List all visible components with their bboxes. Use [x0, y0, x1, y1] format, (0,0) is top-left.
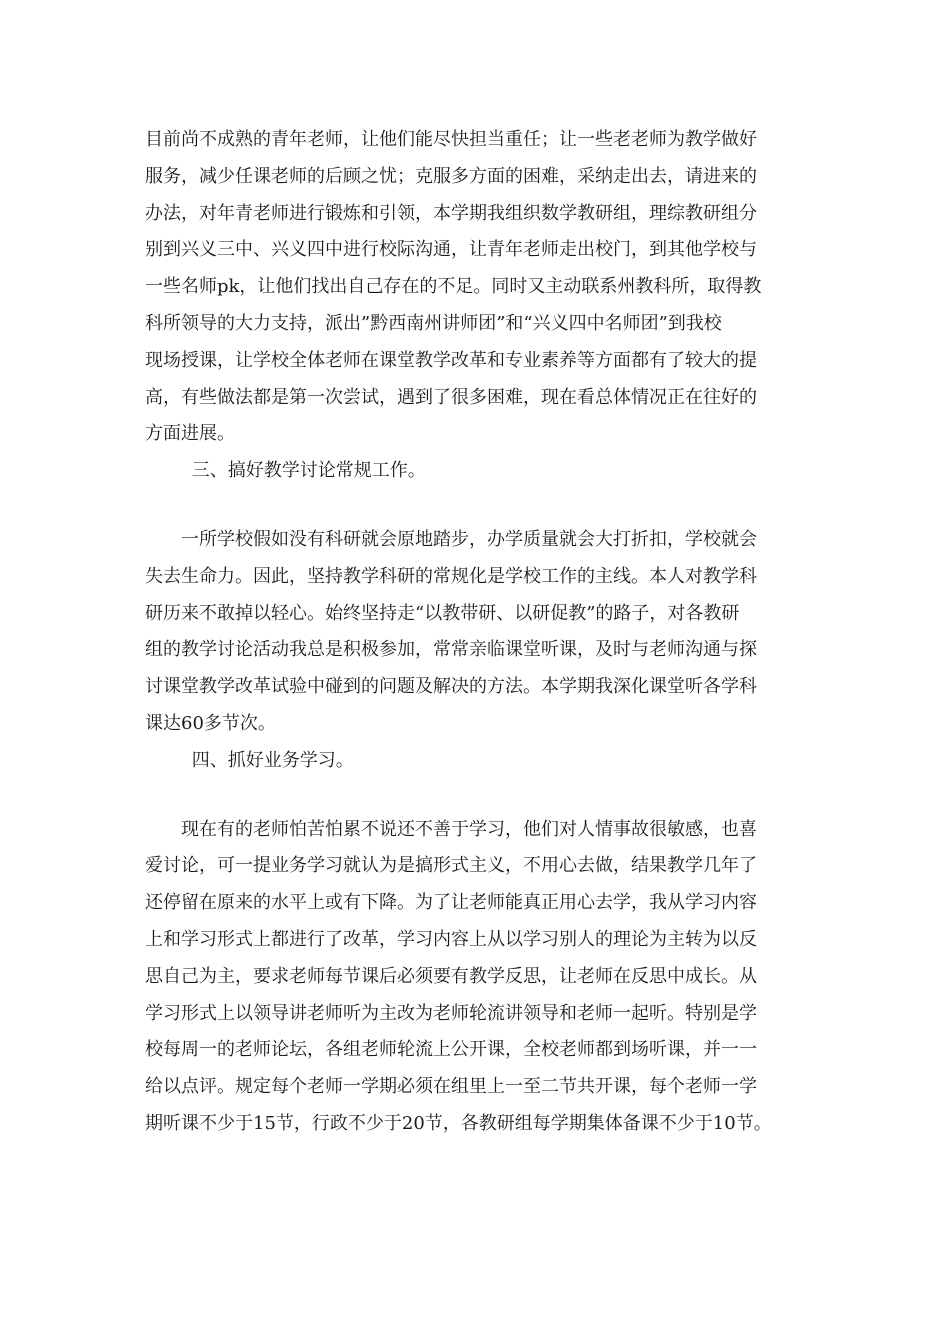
text-line: 一所学校假如没有科研就会原地踏步，办学质量就会大打折扣，学校就会 — [181, 528, 757, 550]
text-line: 还停留在原来的水平上或有下降。为了让老师能真正用心去学，我从学习内容 — [145, 892, 757, 914]
section-heading-3: 三、搞好教学讨论常规工作。 — [191, 460, 426, 482]
text-line: 校每周一的老师论坛，各组老师轮流上公开课，全校老师都到场听课，并一一 — [145, 1039, 757, 1061]
paragraph-continuation — [145, 122, 811, 453]
text-line: 方面进展。 — [145, 423, 235, 445]
text-line: 上和学习形式上都进行了改革，学习内容上从以学习别人的理论为主转为以反 — [145, 928, 757, 950]
text-line: 思自己为主，要求老师每节课后必须要有教学反思，让老师在反思中成长。从 — [145, 965, 757, 987]
text-line: 组的教学讨论活动我总是积极参加，常常亲临课堂听课，及时与老师沟通与探 — [145, 639, 757, 661]
text-line: 课达60多节次。 — [145, 712, 276, 734]
section-heading-4: 四、抓好业务学习。 — [191, 749, 354, 771]
text-line: 现在有的老师怕苦怕累不说还不善于学习，他们对人情事故很敏感，也喜 — [181, 818, 757, 840]
text-line: 服务，减少任课老师的后顾之忧；克服多方面的困难，采纳走出去，请进来的 — [145, 165, 757, 187]
paragraph-business-study — [145, 812, 811, 1143]
document-page — [145, 122, 811, 1143]
text-line: 期听课不少于15节，行政不少于20节，各教研组每学期集体备课不少于10节。 — [145, 1112, 772, 1134]
text-line: 一些名师pk，让他们找出自己存在的不足。同时又主动联系州教科所，取得教 — [145, 276, 762, 298]
text-line: 失去生命力。因此，坚持教学科研的常规化是学校工作的主线。本人对教学科 — [145, 565, 757, 587]
text-line: 研历来不敢掉以轻心。始终坚持走“以教带研、以研促教”的路子，对各教研 — [145, 602, 740, 624]
text-line: 学习形式上以领导讲老师听为主改为老师轮流讲领导和老师一起听。特别是学 — [145, 1002, 757, 1024]
text-line: 科所领导的大力支持，派出”黔西南州讲师团”和“兴义四中名师团”到我校 — [145, 312, 722, 334]
text-line: 高，有些做法都是第一次尝试，遇到了很多困难，现在看总体情况正在往好的 — [145, 386, 757, 408]
text-line: 讨课堂教学改革试验中碰到的问题及解决的方法。本学期我深化课堂听各学科 — [145, 676, 757, 698]
text-line: 目前尚不成熟的青年老师，让他们能尽快担当重任；让一些老老师为教学做好 — [145, 129, 757, 150]
text-line: 现场授课，让学校全体老师在课堂教学改革和专业素养等方面都有了较大的提 — [145, 349, 757, 371]
text-line: 爱讨论，可一提业务学习就认为是搞形式主义，不用心去做，结果教学几年了 — [145, 855, 757, 877]
text-line: 别到兴义三中、兴义四中进行校际沟通，让青年老师走出校门，到其他学校与 — [145, 239, 757, 261]
text-line: 给以点评。规定每个老师一学期必须在组里上一至二节共开课，每个老师一学 — [145, 1076, 757, 1098]
paragraph-teaching-research — [145, 522, 811, 743]
text-line: 办法，对年青老师进行锻炼和引领，本学期我组织数学教研组，理综教研组分 — [145, 202, 757, 224]
